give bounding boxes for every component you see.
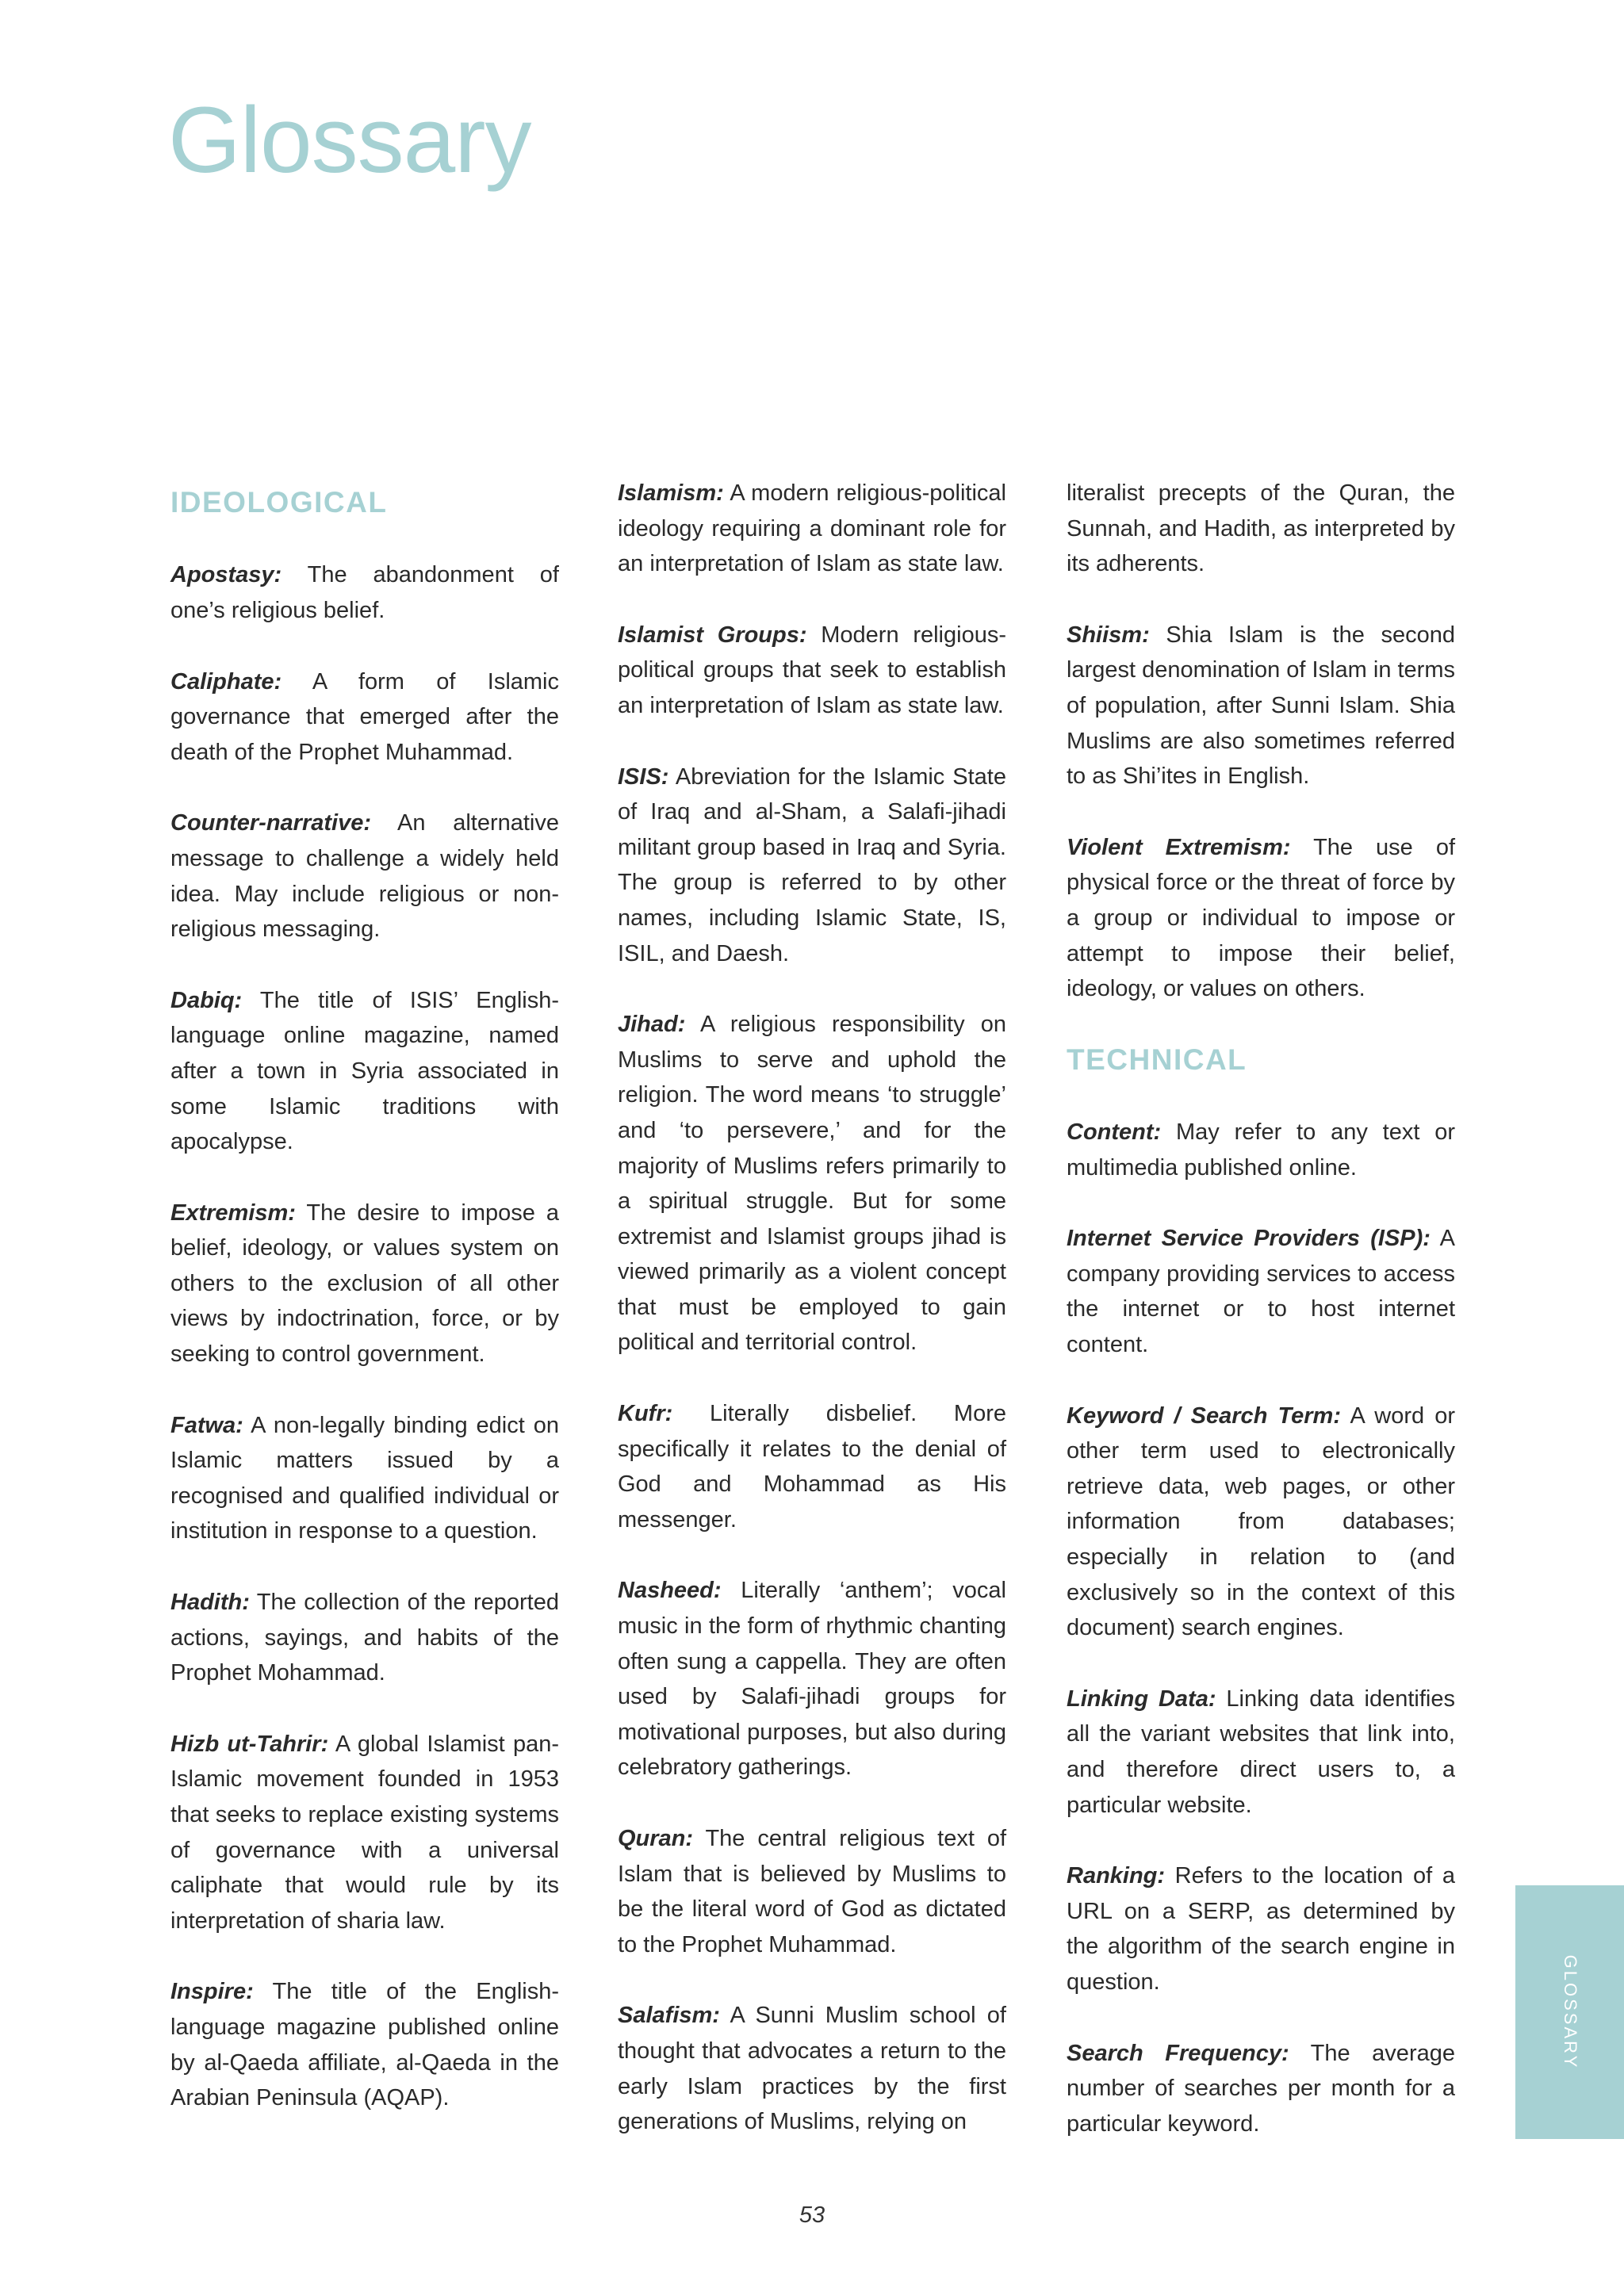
- glossary-entry-inspire: [170, 1974, 559, 2115]
- glossary-term: Jihad:: [618, 1012, 686, 1038]
- glossary-entry-fatwa: [170, 1408, 559, 1549]
- glossary-definition: The abandonment of one’s religious belief.: [170, 562, 559, 623]
- glossary-definition: Abreviation for the Islamic State of Iraq and al-Sham, a Salafi-jihadi militant group based in Iraq and Syria. The group is referred to by other names, including Islamic State, IS, ISIL, and Daesh.: [618, 763, 1006, 966]
- glossary-column-3: [1067, 476, 1455, 2177]
- glossary-column-1: [170, 476, 559, 2152]
- glossary-term: Islamist Groups:: [618, 622, 807, 648]
- glossary-definition: A form of Islamic governance that emerged after the death of the Prophet Muhammad.: [170, 668, 559, 765]
- glossary-term: Nasheed:: [618, 1578, 722, 1604]
- glossary-term: Shiism:: [1067, 622, 1150, 648]
- glossary-definition: The average number of searches per month for a particular keyword.: [1067, 2040, 1455, 2137]
- section-heading-technical: TECHNICAL: [1067, 1043, 1247, 1076]
- glossary-entry-salafism-continued: [1067, 476, 1455, 582]
- glossary-entry-search-frequency: [1067, 2036, 1455, 2142]
- glossary-definition: A word or other term used to electronically retrieve data, web pages, or other information from databases; especially in relation to (and exclusively so in the context of this document) search engines.: [1067, 1402, 1455, 1641]
- glossary-term: Internet Service Providers (ISP):: [1067, 1226, 1431, 1252]
- glossary-entry-islamism: [618, 476, 1006, 582]
- page-number: 53: [799, 2202, 825, 2228]
- glossary-definition: A global Islamist pan-Islamic movement founded in 1953 that seeks to replace existing systems of governance with a universal caliphate that would rule by its interpretation of sharia law.: [170, 1731, 559, 1934]
- glossary-entry-islamist-groups: [618, 618, 1006, 724]
- glossary-entry-content: [1067, 1115, 1455, 1185]
- glossary-definition: Linking data identifies all the variant websites that link into, and therefore direct users to, a particular website.: [1067, 1686, 1455, 1818]
- glossary-term: Ranking:: [1067, 1863, 1166, 1889]
- glossary-definition: The title of the English-language magazine published online by al-Qaeda affiliate, al-Qaeda in the Arabian Peninsula (AQAP).: [170, 1979, 559, 2111]
- glossary-term: Search Frequency:: [1067, 2040, 1289, 2066]
- glossary-entry-linking-data: [1067, 1682, 1455, 1823]
- glossary-entry-counter-narrative: [170, 806, 559, 947]
- glossary-definition: A company providing services to access the internet or to host internet content.: [1067, 1226, 1455, 1358]
- glossary-entry-keyword: [1067, 1399, 1455, 1646]
- glossary-term: Quran:: [618, 1826, 694, 1851]
- glossary-definition: The title of ISIS’ English-language online magazine, named after a town in Syria associated in some Islamic traditions with apocalypse.: [170, 987, 559, 1155]
- glossary-term: Counter-narrative:: [170, 810, 371, 836]
- glossary-term: Linking Data:: [1067, 1686, 1216, 1712]
- side-tab-label: GLOSSARY: [1560, 1954, 1580, 2070]
- glossary-entry-violent-extremism: [1067, 830, 1455, 1007]
- glossary-entry-isp: [1067, 1221, 1455, 1362]
- section-heading-ideological: IDEOLOGICAL: [170, 486, 388, 519]
- glossary-entry-dabiq: [170, 983, 559, 1160]
- glossary-definition: The central religious text of Islam that is believed by Muslims to be the literal word of God as dictated to the Prophet Muhammad.: [618, 1826, 1006, 1957]
- glossary-entry-quran: [618, 1821, 1006, 1962]
- glossary-definition: A non-legally binding edict on Islamic matters issued by a recognised and qualified individual or institution in response to a question.: [170, 1412, 559, 1544]
- glossary-entry-shiism: [1067, 618, 1455, 794]
- page-title: Glossary: [168, 88, 531, 193]
- glossary-entry-hadith: [170, 1585, 559, 1691]
- glossary-entry-caliphate: [170, 664, 559, 771]
- glossary-term: Fatwa:: [170, 1412, 243, 1438]
- glossary-term: Violent Extremism:: [1067, 834, 1291, 860]
- glossary-term: Hizb ut-Tahrir:: [170, 1731, 329, 1757]
- glossary-entry-jihad: [618, 1007, 1006, 1360]
- glossary-column-2: [618, 476, 1006, 2175]
- glossary-term: Salafism:: [618, 2003, 720, 2029]
- glossary-term: Caliphate:: [170, 668, 282, 695]
- glossary-definition: The use of physical force or the threat of force by a group or individual to impose or attempt to impose their belief, ideology, or values on others.: [1067, 834, 1456, 1002]
- glossary-definition: May refer to any text or multimedia published online.: [1067, 1119, 1455, 1181]
- glossary-entry-kufr: [618, 1396, 1006, 1537]
- glossary-definition: Refers to the location of a URL on a SERP, as determined by the algorithm of the search engine in question.: [1067, 1863, 1455, 1995]
- glossary-entry-apostasy: [170, 557, 559, 628]
- glossary-term: Hadith:: [170, 1590, 250, 1616]
- glossary-definition: Literally disbelief. More specifically it relates to the denial of God and Mohammad as His messenger.: [618, 1401, 1006, 1533]
- glossary-term: Content:: [1067, 1119, 1162, 1146]
- glossary-entry-salafism: [618, 1998, 1006, 2139]
- glossary-definition: The collection of the reported actions, sayings, and habits of the Prophet Mohammad.: [170, 1590, 559, 1686]
- glossary-entry-hizb-ut-tahrir: [170, 1727, 559, 1939]
- glossary-entry-isis: [618, 760, 1006, 972]
- glossary-definition: The desire to impose a belief, ideology, or values system on others to the exclusion of all other views by indoctrination, force, or by seeking to control government.: [170, 1200, 559, 1368]
- glossary-term: Islamism:: [618, 480, 724, 506]
- glossary-definition: A Sunni Muslim school of thought that advocates a return to the early Islam practices by the first generations of Muslims, relying on: [618, 2003, 1006, 2135]
- glossary-definition: A religious responsibility on Muslims to serve and uphold the religion. The word means ‘to struggle’ and ‘to persevere,’ and for the majority of Muslims refers primarily to a spiritual struggle. But for some extremist and Islamist groups jihad is viewed primarily as a violent concept that must be employed to gain political and territorial control.: [618, 1012, 1006, 1356]
- glossary-definition: An alternative message to challenge a widely held idea. May include religious or non-religious messaging.: [170, 810, 559, 943]
- glossary-entry-extremism: [170, 1196, 559, 1372]
- glossary-entry-ranking: [1067, 1858, 1455, 1999]
- glossary-term: Kufr:: [618, 1401, 673, 1427]
- glossary-term: Dabiq:: [170, 987, 243, 1013]
- glossary-definition: Shia Islam is the second largest denomination of Islam in terms of population, after Sunni Islam. Shia Muslims are also sometimes referred to as Shi’ites in English.: [1067, 622, 1455, 790]
- glossary-term: ISIS:: [618, 763, 669, 790]
- glossary-definition: Literally ‘anthem’; vocal music in the form of rhythmic chanting often sung a cappella. They are often used by Salafi-jihadi groups for motivational purposes, but also during celebratory gatherings.: [618, 1578, 1006, 1781]
- glossary-definition: Modern religious-political groups that seek to establish an interpretation of Islam as state law.: [618, 622, 1006, 718]
- side-tab[interactable]: [1515, 1885, 1624, 2139]
- glossary-definition: A modern religious-political ideology requiring a dominant role for an interpretation of Islam as state law.: [618, 480, 1006, 577]
- glossary-term: Keyword / Search Term:: [1067, 1402, 1341, 1429]
- glossary-term: Inspire:: [170, 1979, 254, 2005]
- glossary-term: Apostasy:: [170, 562, 282, 588]
- glossary-definition: literalist precepts of the Quran, the Sunnah, and Hadith, as interpreted by its adherents.: [1067, 480, 1455, 577]
- glossary-term: Extremism:: [170, 1200, 296, 1226]
- glossary-entry-nasheed: [618, 1573, 1006, 1785]
